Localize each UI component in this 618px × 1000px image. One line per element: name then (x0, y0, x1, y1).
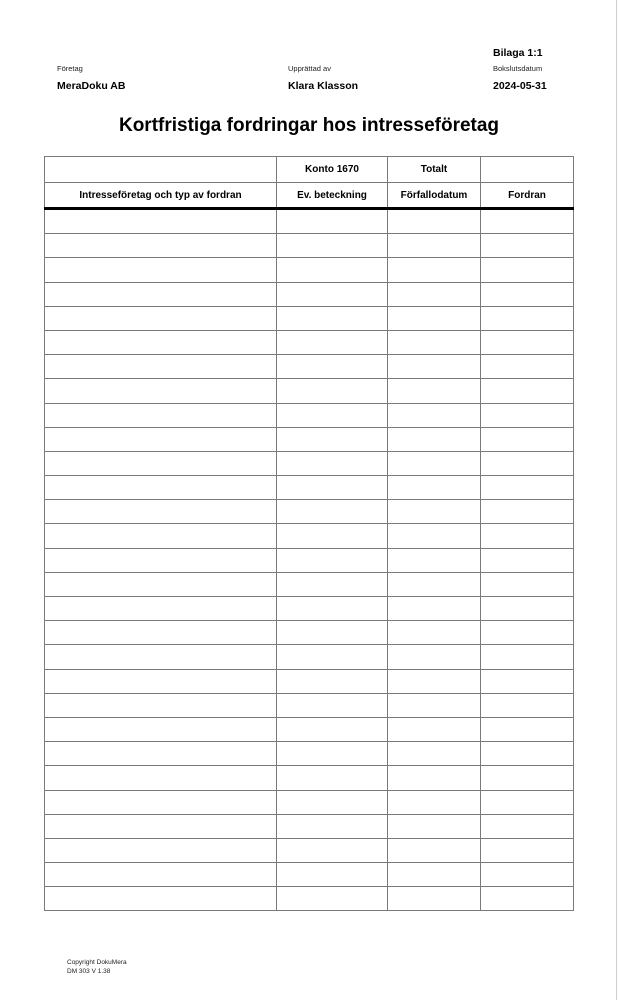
company-cell[interactable] (45, 742, 277, 766)
due-date-cell[interactable] (388, 306, 481, 330)
company-cell[interactable] (45, 887, 277, 911)
company-cell[interactable] (45, 524, 277, 548)
receivable-cell[interactable] (481, 451, 574, 475)
table-row (45, 766, 574, 790)
designation-cell[interactable] (277, 355, 388, 379)
table-row (45, 451, 574, 475)
due-date-cell[interactable] (388, 790, 481, 814)
company-cell[interactable] (45, 379, 277, 403)
table-row (45, 863, 574, 887)
designation-cell[interactable] (277, 379, 388, 403)
receivable-cell[interactable] (481, 887, 574, 911)
company-cell[interactable] (45, 669, 277, 693)
designation-cell[interactable] (277, 597, 388, 621)
version-text: DM 303 V 1.38 (67, 968, 111, 975)
designation-cell[interactable] (277, 766, 388, 790)
company-cell[interactable] (45, 814, 277, 838)
designation-cell[interactable] (277, 621, 388, 645)
designation-cell[interactable] (277, 863, 388, 887)
designation-cell[interactable] (277, 887, 388, 911)
due-date-cell[interactable] (388, 597, 481, 621)
table-row (45, 790, 574, 814)
table-row (45, 427, 574, 451)
company-cell[interactable] (45, 234, 277, 258)
header-blank-cell (45, 157, 277, 183)
designation-cell[interactable] (277, 742, 388, 766)
table-row (45, 887, 574, 911)
designation-cell[interactable] (277, 717, 388, 741)
due-date-cell[interactable] (388, 500, 481, 524)
table-row (45, 330, 574, 354)
closing-date-label: Bokslutsdatum (493, 64, 543, 73)
table-row (45, 234, 574, 258)
designation-cell[interactable] (277, 524, 388, 548)
due-date-cell[interactable] (388, 742, 481, 766)
due-date-cell[interactable] (388, 379, 481, 403)
designation-cell[interactable] (277, 814, 388, 838)
company-cell[interactable] (45, 717, 277, 741)
receivable-cell[interactable] (481, 548, 574, 572)
due-date-cell[interactable] (388, 330, 481, 354)
column-header-designation: Ev. beteckning (277, 183, 388, 209)
table-row (45, 693, 574, 717)
table-row (45, 742, 574, 766)
footer (67, 958, 127, 976)
due-date-cell[interactable] (388, 524, 481, 548)
receivable-cell[interactable] (481, 524, 574, 548)
due-date-cell[interactable] (388, 234, 481, 258)
due-date-cell[interactable] (388, 209, 481, 234)
total-value-cell[interactable] (481, 157, 574, 183)
company-cell[interactable] (45, 209, 277, 234)
receivable-cell[interactable] (481, 814, 574, 838)
due-date-cell[interactable] (388, 887, 481, 911)
company-cell[interactable] (45, 476, 277, 500)
company-cell[interactable] (45, 306, 277, 330)
table-row (45, 548, 574, 572)
designation-cell[interactable] (277, 258, 388, 282)
designation-cell[interactable] (277, 500, 388, 524)
company-cell[interactable] (45, 427, 277, 451)
receivable-cell[interactable] (481, 645, 574, 669)
company-cell[interactable] (45, 766, 277, 790)
due-date-cell[interactable] (388, 717, 481, 741)
due-date-cell[interactable] (388, 669, 481, 693)
table-row (45, 597, 574, 621)
receivable-cell[interactable] (481, 693, 574, 717)
total-label: Totalt (388, 157, 481, 183)
table-row (45, 572, 574, 596)
due-date-cell[interactable] (388, 451, 481, 475)
designation-cell[interactable] (277, 306, 388, 330)
designation-cell[interactable] (277, 330, 388, 354)
receivables-table (44, 156, 574, 911)
company-cell[interactable] (45, 597, 277, 621)
company-cell[interactable] (45, 330, 277, 354)
receivable-cell[interactable] (481, 621, 574, 645)
due-date-cell[interactable] (388, 282, 481, 306)
receivable-cell[interactable] (481, 209, 574, 234)
due-date-cell[interactable] (388, 572, 481, 596)
designation-cell[interactable] (277, 790, 388, 814)
copyright-text: Copyright DokuMera (67, 959, 127, 966)
account-number: Konto 1670 (277, 157, 388, 183)
prepared-by-label: Upprättad av (288, 64, 331, 73)
table-row (45, 209, 574, 234)
table-row (45, 306, 574, 330)
page-title: Kortfristiga fordringar hos intresseföretag (118, 115, 500, 136)
designation-cell[interactable] (277, 427, 388, 451)
table-row (45, 621, 574, 645)
company-cell[interactable] (45, 451, 277, 475)
designation-cell[interactable] (277, 282, 388, 306)
table-row (45, 669, 574, 693)
designation-cell[interactable] (277, 669, 388, 693)
receivable-cell[interactable] (481, 282, 574, 306)
company-cell[interactable] (45, 500, 277, 524)
due-date-cell[interactable] (388, 838, 481, 862)
company-cell[interactable] (45, 403, 277, 427)
receivable-cell[interactable] (481, 838, 574, 862)
designation-cell[interactable] (277, 548, 388, 572)
due-date-cell[interactable] (388, 355, 481, 379)
receivable-cell[interactable] (481, 403, 574, 427)
company-cell[interactable] (45, 621, 277, 645)
due-date-cell[interactable] (388, 403, 481, 427)
due-date-cell[interactable] (388, 258, 481, 282)
receivable-cell[interactable] (481, 572, 574, 596)
receivable-cell[interactable] (481, 766, 574, 790)
due-date-cell[interactable] (388, 814, 481, 838)
company-label: Företag (57, 64, 83, 73)
due-date-cell[interactable] (388, 476, 481, 500)
prepared-by-value[interactable]: Klara Klasson (288, 80, 359, 92)
receivable-cell[interactable] (481, 234, 574, 258)
designation-cell[interactable] (277, 572, 388, 596)
receivable-cell[interactable] (481, 427, 574, 451)
due-date-cell[interactable] (388, 693, 481, 717)
table-row (45, 282, 574, 306)
designation-cell[interactable] (277, 476, 388, 500)
company-cell[interactable] (45, 355, 277, 379)
receivable-cell[interactable] (481, 379, 574, 403)
receivable-cell[interactable] (481, 306, 574, 330)
table-row (45, 258, 574, 282)
company-cell[interactable] (45, 693, 277, 717)
table-row (45, 814, 574, 838)
table-row (45, 355, 574, 379)
due-date-cell[interactable] (388, 863, 481, 887)
company-cell[interactable] (45, 863, 277, 887)
column-header-company: Intresseföretag och typ av fordran (45, 183, 277, 209)
table-row (45, 717, 574, 741)
designation-cell[interactable] (277, 838, 388, 862)
table-row (45, 645, 574, 669)
table-row (45, 476, 574, 500)
table-row (45, 500, 574, 524)
receivable-cell[interactable] (481, 597, 574, 621)
designation-cell[interactable] (277, 451, 388, 475)
table-row (45, 524, 574, 548)
table-row (45, 403, 574, 427)
due-date-cell[interactable] (388, 645, 481, 669)
receivable-cell[interactable] (481, 500, 574, 524)
receivable-cell[interactable] (481, 258, 574, 282)
receivable-cell[interactable] (481, 669, 574, 693)
designation-cell[interactable] (277, 209, 388, 234)
company-cell[interactable] (45, 258, 277, 282)
table-row (45, 838, 574, 862)
closing-date-value[interactable]: 2024-05-31 (493, 80, 547, 92)
designation-cell[interactable] (277, 693, 388, 717)
receivable-cell[interactable] (481, 790, 574, 814)
company-cell[interactable] (45, 282, 277, 306)
column-header-receivable: Fordran (481, 183, 574, 209)
table-row (45, 379, 574, 403)
receivable-cell[interactable] (481, 355, 574, 379)
company-cell[interactable] (45, 645, 277, 669)
due-date-cell[interactable] (388, 427, 481, 451)
column-header-due-date: Förfallodatum (388, 183, 481, 209)
company-cell[interactable] (45, 790, 277, 814)
due-date-cell[interactable] (388, 548, 481, 572)
appendix-label: Bilaga 1:1 (493, 47, 543, 59)
company-cell[interactable] (45, 548, 277, 572)
receivable-cell[interactable] (481, 330, 574, 354)
company-value[interactable]: MeraDoku AB (57, 80, 126, 92)
designation-cell[interactable] (277, 403, 388, 427)
receivable-cell[interactable] (481, 717, 574, 741)
company-cell[interactable] (45, 572, 277, 596)
receivable-cell[interactable] (481, 863, 574, 887)
due-date-cell[interactable] (388, 621, 481, 645)
page-edge (616, 0, 617, 1000)
receivable-cell[interactable] (481, 742, 574, 766)
designation-cell[interactable] (277, 645, 388, 669)
company-cell[interactable] (45, 838, 277, 862)
receivable-cell[interactable] (481, 476, 574, 500)
due-date-cell[interactable] (388, 766, 481, 790)
designation-cell[interactable] (277, 234, 388, 258)
